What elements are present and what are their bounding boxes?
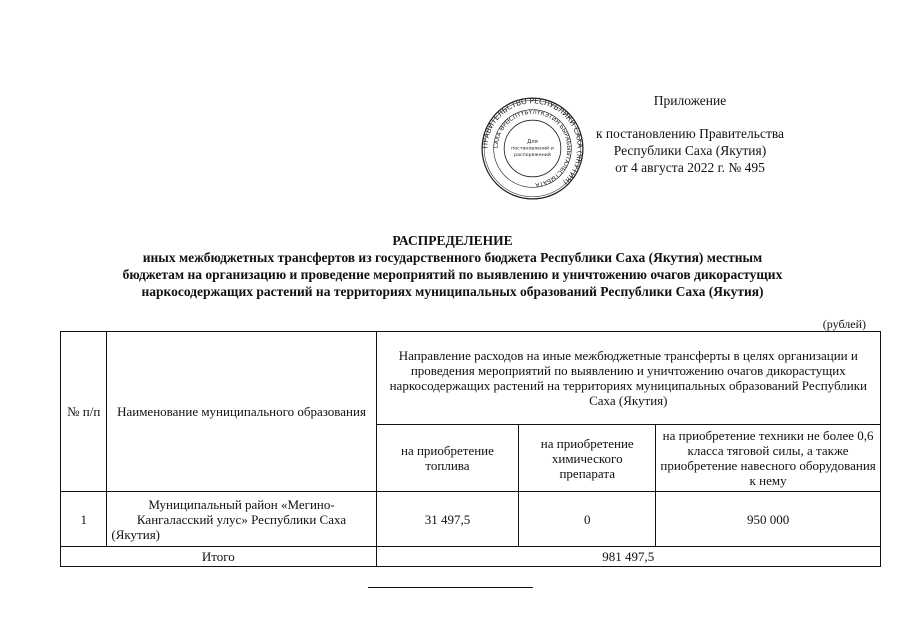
appendix-title: Приложение xyxy=(653,93,727,108)
footer-divider xyxy=(368,587,533,588)
table-total-row xyxy=(61,547,881,567)
appendix-line: от 4 августа 2022 г. № 495 xyxy=(615,160,765,175)
units-label: (рублей) xyxy=(822,317,866,331)
header-number: № п/п xyxy=(61,332,107,492)
document-title: РАСПРЕДЕЛЕНИЕ xyxy=(392,233,513,248)
total-label: Итого xyxy=(61,547,377,567)
cell-fuel: 31 497,5 xyxy=(376,492,519,547)
total-value: 981 497,5 xyxy=(376,547,880,567)
header-municipality: Наименование муниципального образования xyxy=(107,332,376,492)
header-chemical: на приобретение химического препарата xyxy=(519,425,656,492)
seal-outer-text: ПРАВИТЕЛЬСТВО РЕСПУБЛИКИ САХА (ЯКУТИЯ) xyxy=(480,96,585,187)
header-fuel: на приобретение топлива xyxy=(376,425,519,492)
header-expense-direction: Направление расходов на иные межбюджетные трансферты в целях организации и проведения мероприятий по выявлению и уничтожению очагов дикорастущих наркосодержащих растений на территориях муниципальных образований Республики Саха (Якутия) xyxy=(376,332,880,425)
table-row xyxy=(61,492,881,547)
document-subtitle-line: иных межбюджетных трансфертов из государственного бюджета Республики Саха (Якутия) местным xyxy=(142,250,763,265)
appendix-block xyxy=(565,92,815,176)
cell-chemical: 0 xyxy=(519,492,656,547)
cell-equipment: 950 000 xyxy=(656,492,881,547)
official-seal xyxy=(480,96,585,201)
document-heading xyxy=(0,232,905,300)
transfers-table xyxy=(60,331,881,567)
header-equipment: на приобретение техники не более 0,6 класса тяговой силы, а также приобретение навесного оборудования к нему xyxy=(656,425,881,492)
document-subtitle-line: наркосодержащих растений на территориях муниципальных образований Республики Саха (Якутия) xyxy=(141,284,764,299)
seal-center-text: постановлений и xyxy=(511,146,554,152)
appendix-line: к постановлению Правительства xyxy=(595,126,785,141)
document-subtitle-line: бюджетам на организацию и проведение мероприятий по выявлению и уничтожению очагов дикорастущих xyxy=(122,267,783,282)
cell-municipality: Муниципальный район «Мегино-Кангаласский улус» Республики Саха (Якутия) xyxy=(107,492,376,547)
seal-center-text: Для xyxy=(527,139,538,146)
cell-number: 1 xyxy=(61,492,107,547)
appendix-line: Республики Саха (Якутия) xyxy=(613,143,767,158)
seal-center-text: распоряжений xyxy=(514,152,551,158)
table-header-row xyxy=(61,332,881,425)
seal-inner-text: САХА ӨРӨСПҮҮБҮЛҮКЭТИН БЫРАБЫЫТАЛЬСТЫБАТА xyxy=(493,109,572,188)
